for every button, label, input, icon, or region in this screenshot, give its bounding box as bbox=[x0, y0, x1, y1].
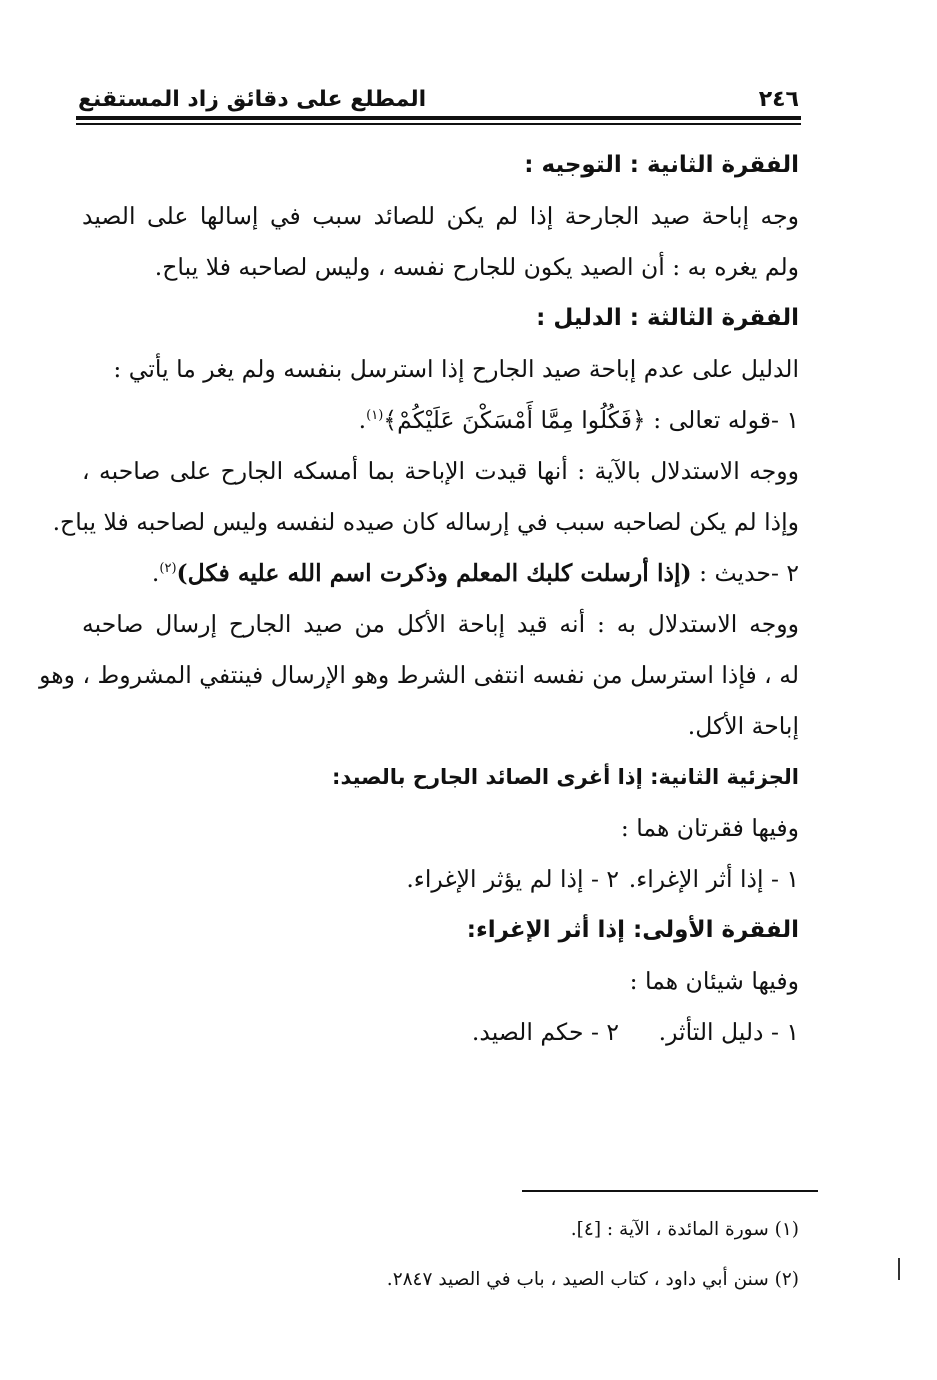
list-item: ٢ - إذا لم يؤثر الإغراء. bbox=[406, 865, 619, 893]
quran-quote: ﴿فَكُلُوا مِمَّا أَمْسَكْنَ عَلَيْكُمْ﴾ bbox=[383, 406, 646, 434]
paragraph-line: إباحة الأكل. bbox=[687, 712, 799, 740]
hadith-quote: (إذا أرسلت كلبك المعلم وذكرت اسم الله عليه فكل) bbox=[176, 559, 692, 587]
item-end: . bbox=[151, 559, 160, 587]
book-title: المطلع على دقائق زاد المستقنع bbox=[78, 87, 427, 112]
header-rule-thin bbox=[76, 123, 801, 125]
paragraph-line: وجه إباحة صيد الجارحة إذا لم يكن للصائد سبب في إسالها على الصيد bbox=[82, 202, 799, 230]
list-item: ١ - دليل التأثر. bbox=[658, 1018, 799, 1046]
paragraph-line: ووجه الاستدلال به : أنه قيد إباحة الأكل من صيد الجارح إرسال صاحبه bbox=[82, 610, 799, 638]
evidence-item-2 bbox=[82, 548, 799, 599]
two-column-list bbox=[82, 854, 799, 905]
paragraph-line: ووجه الاستدلال بالآية : أنها قيدت الإباحة بما أمسكه الجارح على صاحبه ، bbox=[82, 457, 799, 485]
footnote-2: (٢) سنن أبي داود ، كتاب الصيد ، باب في الصيد ٢٨٤٧. bbox=[386, 1269, 799, 1290]
footnote-ref-2[interactable]: (٢) bbox=[159, 561, 177, 577]
footnote-ref-1[interactable]: (١) bbox=[366, 408, 384, 424]
section-heading-first: الفقرة الأولى: إذا أثر الإغراء: bbox=[466, 917, 799, 943]
subsection-heading: الجزئية الثانية: إذا أغرى الصائد الجارح بالصيد: bbox=[332, 765, 799, 789]
main-text bbox=[39, 140, 799, 1058]
footnote-separator bbox=[522, 1190, 818, 1192]
section-heading-guidance: الفقرة الثانية : التوجيه : bbox=[524, 152, 799, 178]
paragraph-line: وفيها شيئان هما : bbox=[629, 967, 799, 995]
paragraph-line: ولم يغره به : أن الصيد يكون للجارح نفسه ، وليس لصاحبه فلا يباح. bbox=[154, 253, 799, 281]
item-prefix: ١ -قوله تعالى : bbox=[653, 406, 799, 434]
list-item: ٢ - حكم الصيد. bbox=[471, 1018, 619, 1046]
footnotes bbox=[300, 1205, 799, 1305]
two-column-list bbox=[82, 1007, 799, 1058]
item-prefix: ٢ -حديث : bbox=[699, 559, 799, 587]
paragraph-line: وإذا لم يكن لصاحبه سبب في إرساله كان صيده لنفسه وليس لصاحبه فلا يباح. bbox=[52, 508, 799, 536]
evidence-item-1 bbox=[82, 395, 799, 446]
paragraph-line: له ، فإذا استرسل من نفسه انتفى الشرط وهو الإرسال فينتفي المشروط ، وهو bbox=[39, 661, 799, 689]
item-end: . bbox=[358, 406, 367, 434]
list-item: ١ - إذا أثر الإغراء. bbox=[628, 865, 799, 893]
margin-mark bbox=[898, 1258, 900, 1280]
page-number: ٢٤٦ bbox=[758, 87, 799, 112]
header-rule-thick bbox=[76, 116, 801, 120]
footnote-1: (١) سورة المائدة ، الآية : [٤]. bbox=[570, 1219, 799, 1240]
section-heading-evidence: الفقرة الثالثة : الدليل : bbox=[536, 305, 799, 331]
running-header bbox=[78, 72, 799, 112]
paragraph-line: الدليل على عدم إباحة صيد الجارح إذا استرسل بنفسه ولم يغر ما يأتي : bbox=[113, 355, 799, 383]
paragraph-line: وفيها فقرتان هما : bbox=[620, 814, 799, 842]
